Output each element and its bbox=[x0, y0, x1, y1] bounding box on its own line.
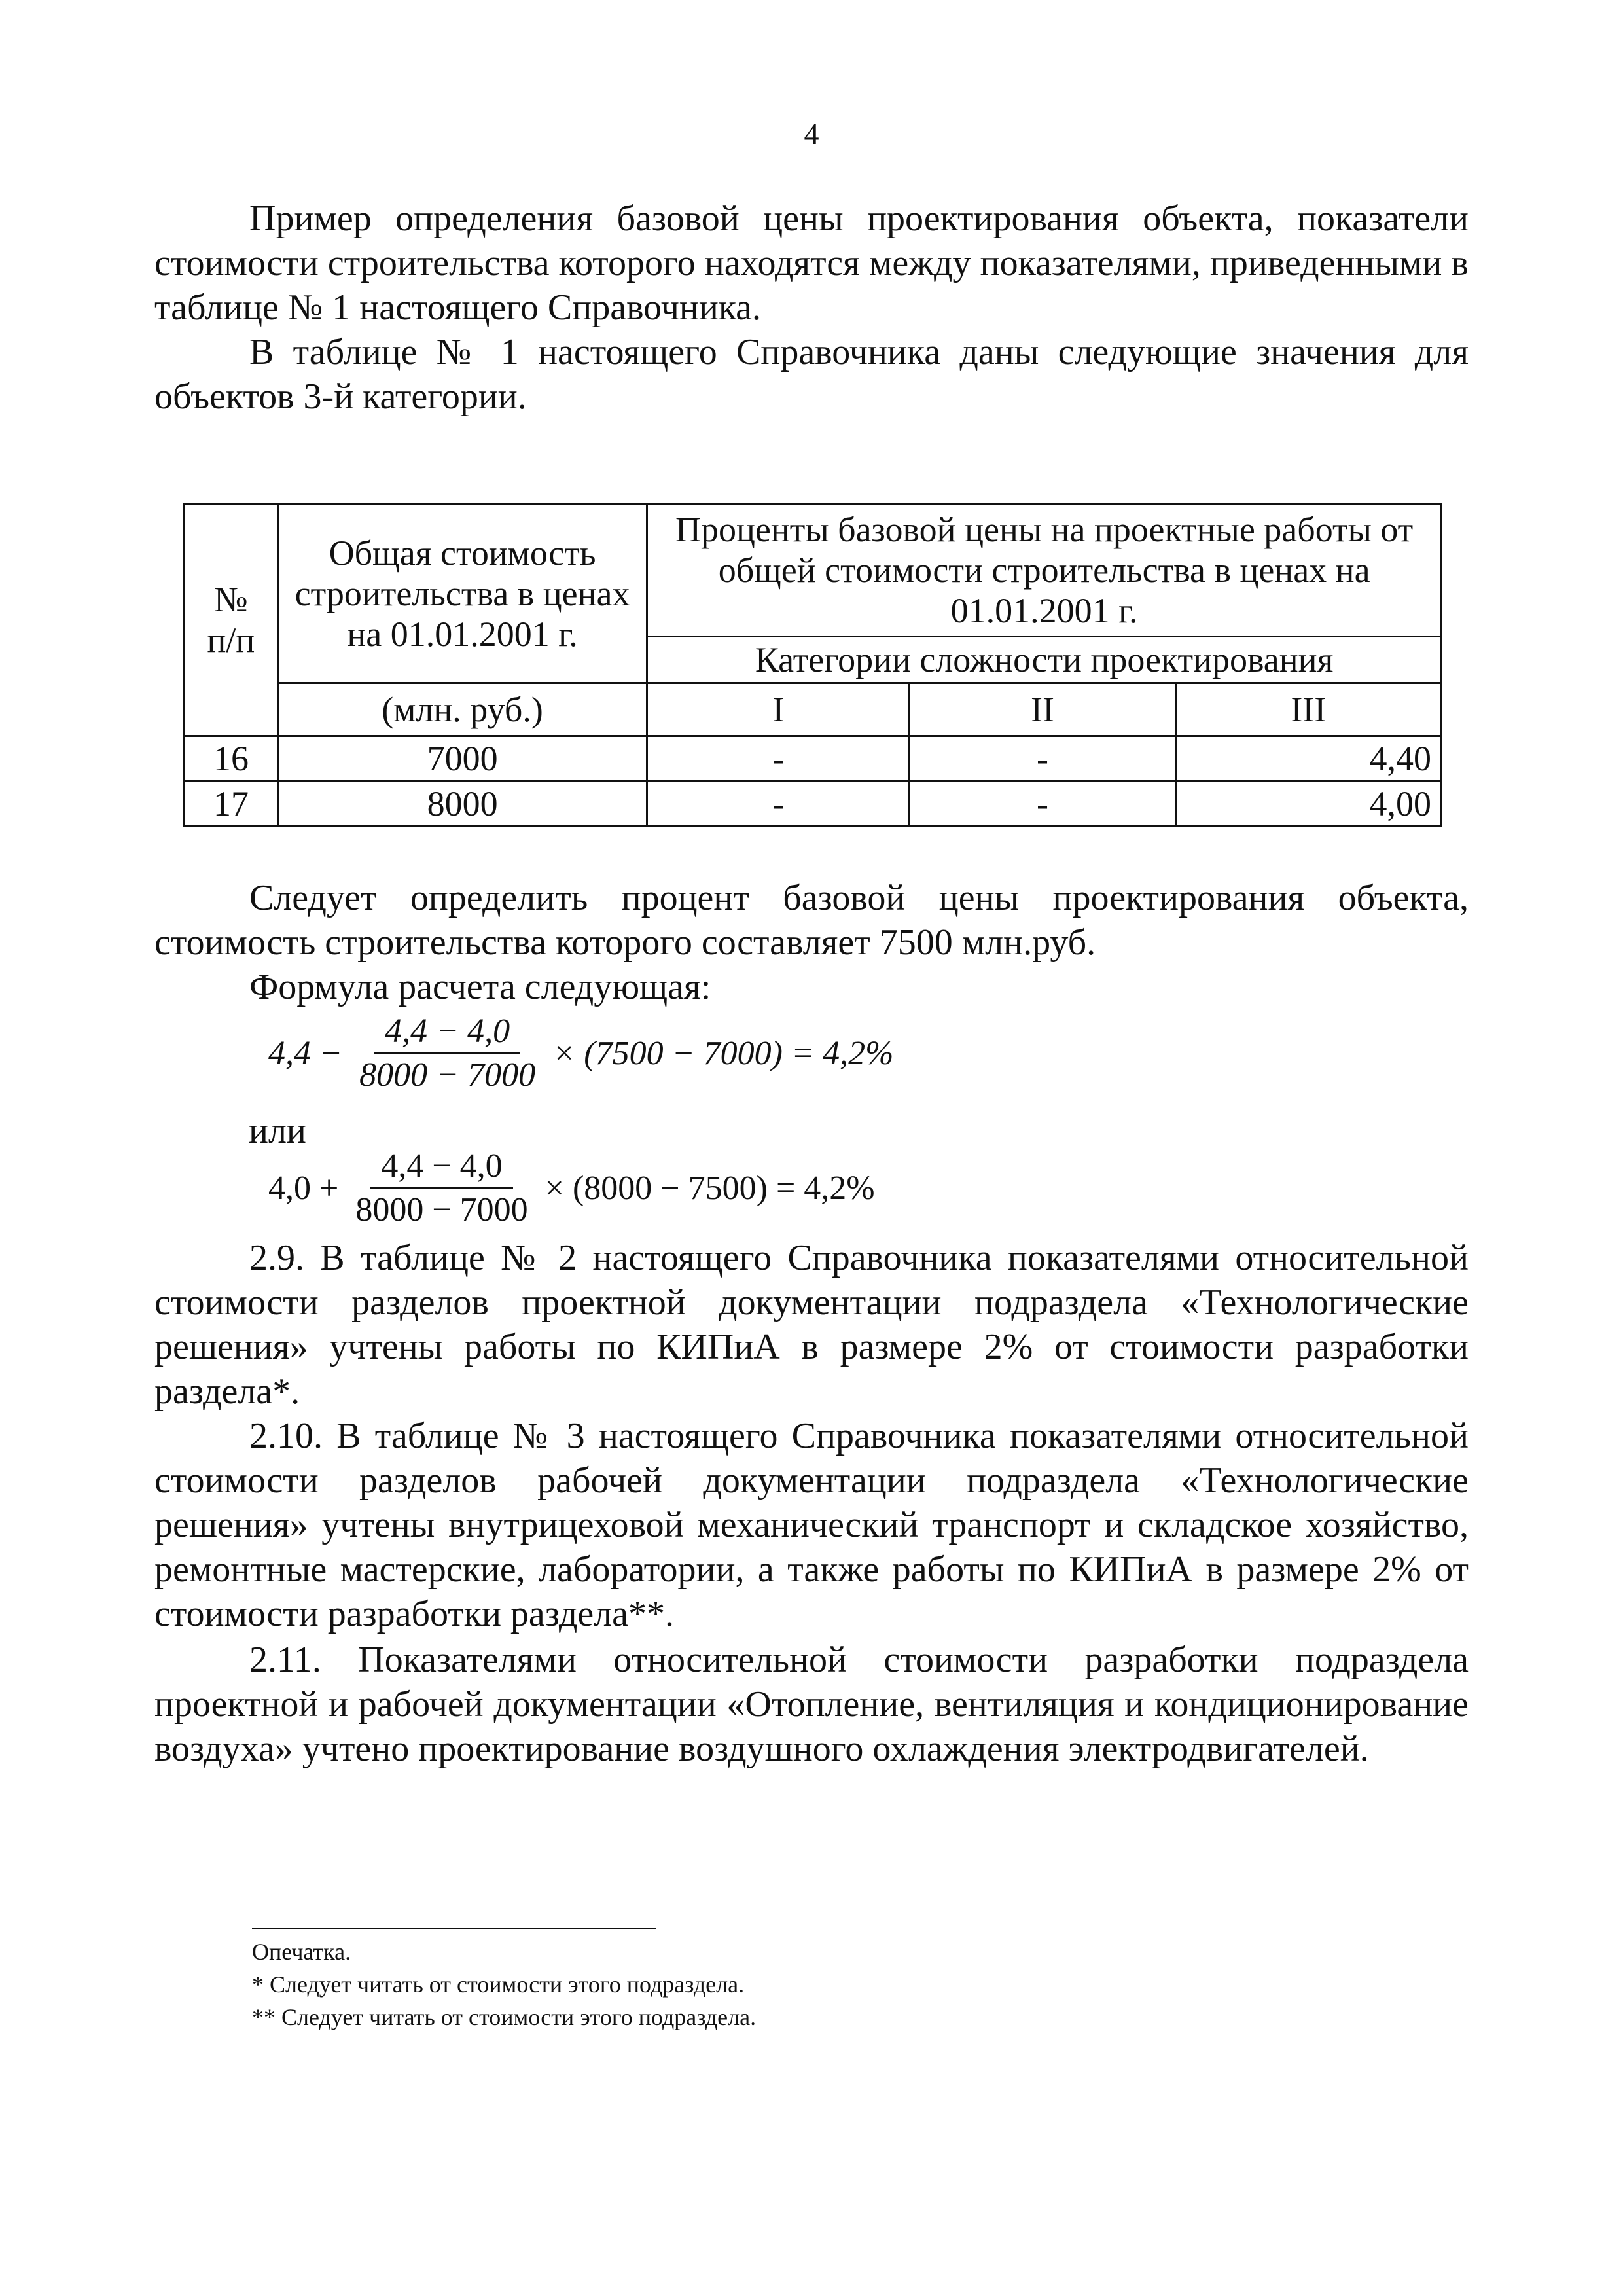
table-header-row-1 bbox=[185, 504, 1442, 637]
formula-intro bbox=[154, 965, 1469, 1009]
formula-1-right: × (7500 − 7000) = 4,2% bbox=[552, 1035, 894, 1072]
formula-1-numerator: 4,4 − 4,0 bbox=[374, 1013, 520, 1054]
header-cost-unit: (млн. руб.) bbox=[277, 683, 647, 736]
formula-2 bbox=[268, 1148, 875, 1229]
row-category-3: 4,40 bbox=[1175, 736, 1441, 781]
intro-paragraph-1-text: Пример определения базовой цены проектирования объекта, показатели стоимости строительства которого находятся между показателями, приведенными в таблице № 1 настоящего Справочника. bbox=[154, 198, 1469, 328]
formula-1 bbox=[268, 1013, 893, 1094]
header-category-2: II bbox=[910, 683, 1175, 736]
cost-table bbox=[183, 503, 1442, 827]
section-2-10 bbox=[154, 1414, 1469, 1636]
formula-2-denominator: 8000 − 7000 bbox=[355, 1191, 528, 1229]
header-categories: Категории сложности проектирования bbox=[647, 637, 1442, 683]
row-cost: 7000 bbox=[277, 736, 647, 781]
section-2-9-text: 2.9. В таблице № 2 настоящего Справочника показателями относительной стоимости разделов проектной документации подраздела «Технологические решения» учтены работы по КИПиА в размере 2% от стоимости разработки раздела*. bbox=[154, 1238, 1469, 1412]
formula-2-right: × (8000 − 7500) = 4,2% bbox=[544, 1170, 875, 1207]
or-label: или bbox=[249, 1111, 306, 1151]
section-2-9 bbox=[154, 1236, 1469, 1414]
formula-1-denominator: 8000 − 7000 bbox=[359, 1056, 536, 1094]
after-table-paragraph-text: Следует определить процент базовой цены проектирования объекта, стоимость строительства которого составляет 7500 млн.руб. bbox=[154, 878, 1469, 963]
formula-1-fraction bbox=[349, 1013, 546, 1094]
row-no: 16 bbox=[185, 736, 278, 781]
table-row bbox=[185, 781, 1442, 827]
header-no: № п/п bbox=[185, 504, 278, 736]
formula-2-numerator: 4,4 − 4,0 bbox=[370, 1148, 512, 1189]
table-row bbox=[185, 736, 1442, 781]
row-category-1: - bbox=[647, 781, 910, 827]
intro-paragraph-2-text: В таблице № 1 настоящего Справочника даны следующие значения для объектов 3-й категории. bbox=[154, 332, 1469, 417]
intro-paragraph-1 bbox=[154, 196, 1469, 330]
formula-intro-text: Формула расчета следующая: bbox=[249, 967, 711, 1007]
footnote-title: Опечатка. bbox=[252, 1939, 351, 1965]
header-category-1: I bbox=[647, 683, 910, 736]
row-category-2: - bbox=[910, 736, 1175, 781]
intro-paragraph-2 bbox=[154, 330, 1469, 419]
page-number: 4 bbox=[804, 117, 819, 151]
section-2-10-text: 2.10. В таблице № 3 настоящего Справочника показателями относительной стоимости разделов рабочей документации подраздела «Технологические решения» учтены внутрицеховой механический транспорт и складское хозяйство, ремонтные мастерские, лаборатории, а также работы по КИПиА в размере 2% от стоимости разработки раздела**. bbox=[154, 1416, 1469, 1634]
row-category-1: - bbox=[647, 736, 910, 781]
row-cost: 8000 bbox=[277, 781, 647, 827]
header-cost: Общая стоимость строительства в ценах на 01.01.2001 г. bbox=[277, 504, 647, 683]
footnote-1: * Следует читать от стоимости этого подраздела. bbox=[252, 1971, 745, 1998]
section-2-11-text: 2.11. Показателями относительной стоимости разработки подраздела проектной и рабочей документации «Отопление, вентиляция и кондиционирование воздуха» учтено проектирование воздушного охлаждения электродвигателей. bbox=[154, 1640, 1469, 1769]
header-percent: Проценты базовой цены на проектные работы от общей стоимости строительства в ценах на 01.01.2001 г. bbox=[647, 504, 1442, 637]
table-header-row-3 bbox=[185, 683, 1442, 736]
row-category-2: - bbox=[910, 781, 1175, 827]
formula-2-left: 4,0 + bbox=[268, 1170, 339, 1207]
section-2-11 bbox=[154, 1638, 1469, 1771]
formula-2-fraction bbox=[345, 1148, 538, 1229]
footnote-divider bbox=[252, 1928, 656, 1929]
row-no: 17 bbox=[185, 781, 278, 827]
after-table-paragraph bbox=[154, 876, 1469, 965]
footnote-2: ** Следует читать от стоимости этого подраздела. bbox=[252, 2004, 757, 2030]
header-category-3: III bbox=[1175, 683, 1441, 736]
formula-1-left: 4,4 − bbox=[268, 1035, 343, 1072]
row-category-3: 4,00 bbox=[1175, 781, 1441, 827]
